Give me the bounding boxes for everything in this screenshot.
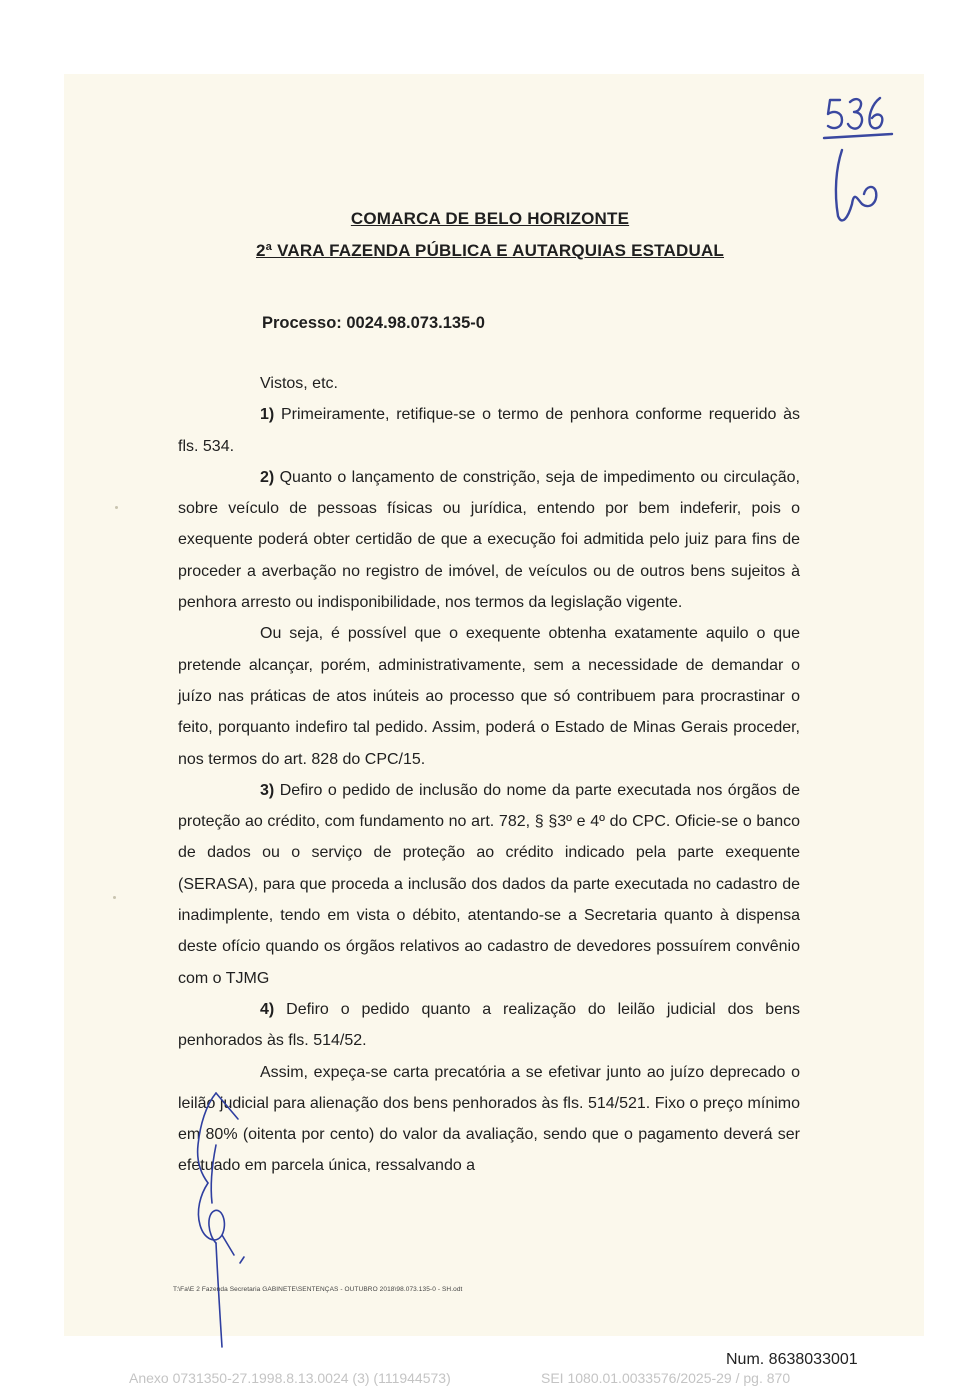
court-division: 2ª VARA FAZENDA PÚBLICA E AUTARQUIAS ESTADUAL	[256, 241, 724, 260]
paragraph-2-continued	[178, 618, 800, 774]
scan-speck	[113, 896, 116, 899]
process-number: Processo: 0024.98.073.135-0	[262, 314, 485, 332]
document-number: Num. 8638033001	[726, 1351, 858, 1368]
paragraph-text: Primeiramente, retifique-se o termo de penhora conforme requerido às fls. 534.	[178, 406, 800, 455]
item-number: 2)	[260, 468, 275, 486]
paragraph-4-continued	[178, 1057, 800, 1182]
paragraph-text: Quanto o lançamento de constrição, seja de impedimento ou circulação, sobre veículo de pessoas físicas ou jurídica, entendo por bem indeferir, pois o exequente poderá obter certidão de que a execução foi admitida pelo juiz para fins de proceder a averbação no registro de imóvel, de veículos ou de outros bens sujeitos à penhora arresto ou indisponibilidade, nos termos da legislação vigente.	[178, 468, 801, 612]
annex-stamp: Anexo 0731350-27.1998.8.13.0024 (3) (111944573)	[129, 1370, 451, 1386]
handwritten-signature	[186, 1085, 266, 1350]
item-number: 1)	[260, 406, 275, 424]
paragraph-4	[178, 994, 800, 1057]
paragraph-text: Assim, expeça-se carta precatória a se efetivar junto ao juízo deprecado o leilão judicial para alienação dos bens penhorados às fls. 514/521. Fixo o preço mínimo em 80% (oitenta por cento) do valor da avaliação, sendo que o pagamento deverá ser efetuado em parcela única, ressalvando a	[178, 1063, 800, 1175]
paragraph-text: Defiro o pedido quanto a realização do leilão judicial dos bens penhorados às fls. 514/52.	[178, 1000, 801, 1050]
paragraph-2	[178, 462, 800, 618]
court-name: COMARCA DE BELO HORIZONTE	[350, 209, 630, 228]
greeting: Vistos, etc.	[260, 375, 338, 392]
decision-body	[178, 368, 800, 1182]
sei-stamp: SEI 1080.01.0033576/2025-29 / pg. 870	[541, 1370, 791, 1386]
paragraph-3	[178, 775, 800, 994]
paragraph-text: Ou seja, é possível que o exequente obtenha exatamente aquilo o que pretende alcançar, porém, administrativamente, sem a necessidade de demandar o juízo nas práticas de atos inúteis ao processo que só contribuem para procrastinar o feito, porquanto indefiro tal pedido. Assim, poderá o Estado de Minas Gerais proceder, nos termos do art. 828 do CPC/15.	[178, 625, 800, 768]
file-path-footer: T:\Fa\E 2 Fazenda Secretaria GABINETE\SENTENÇAS - OUTUBRO 2018\98.073.135-0 - SH.odt	[173, 1286, 463, 1293]
item-number: 4)	[260, 1000, 275, 1018]
paragraph-text: Defiro o pedido de inclusão do nome da parte executada nos órgãos de proteção ao crédito, com fundamento no art. 782, § §3º e 4º do CPC. Oficie-se o banco de dados ou o serviço de proteção ao crédito indicado pela parte exequente (SERASA), para que proceda a inclusão dos dados da parte executada no cadastro de inadimplente, tendo em vista o débito, atentando-se a Secretaria quanto à dispensa deste ofício quando os órgãos relativos ao cadastro de devedores possuírem convênio com o TJMG	[178, 781, 800, 987]
item-number: 3)	[260, 781, 275, 799]
handwritten-folio-mark	[818, 88, 898, 238]
scan-speck	[115, 506, 118, 509]
paragraph-1	[178, 399, 800, 462]
